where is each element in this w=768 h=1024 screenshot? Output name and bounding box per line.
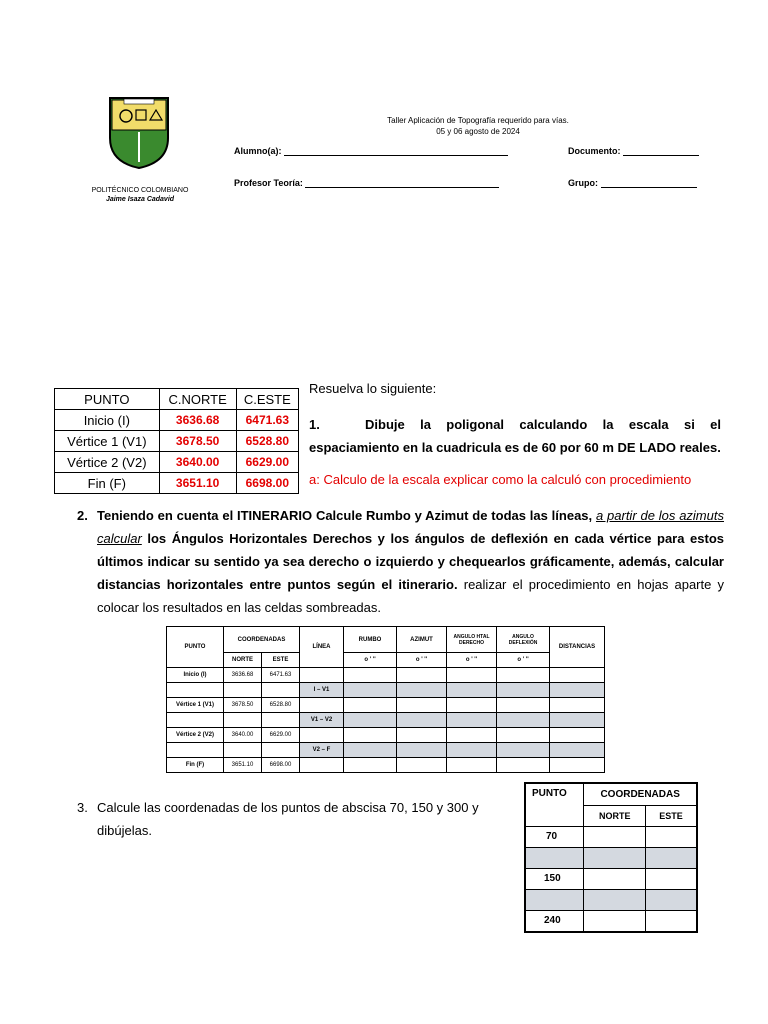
answer-cell[interactable] — [646, 910, 697, 932]
itin-header-linea: LÍNEA — [300, 627, 344, 668]
coords-este: 6629.00 — [236, 452, 298, 473]
coords-este: 6471.63 — [236, 410, 298, 431]
answer-cell[interactable] — [550, 683, 605, 698]
itin-punto: Fin (F) — [167, 758, 224, 773]
answer-cell[interactable] — [397, 683, 447, 698]
itin-linea: V1 – V2 — [300, 713, 344, 728]
coords-punto: Vértice 1 (V1) — [55, 431, 160, 452]
empty-cell — [646, 889, 697, 910]
documento-field[interactable] — [568, 146, 699, 156]
question-1-text: Dibuje la poligonal calculando la escala si el espaciamiento en la cuadricula es de 60 por 60 m DE LADO reales. — [309, 417, 721, 455]
empty-cell — [224, 743, 262, 758]
empty-cell — [447, 668, 497, 683]
coords-header-punto: PUNTO — [55, 389, 160, 410]
answer-cell[interactable] — [344, 743, 397, 758]
empty-cell — [497, 698, 550, 713]
empty-cell — [344, 728, 397, 743]
table-row — [55, 452, 299, 473]
table-row — [525, 847, 697, 868]
grupo-label: Grupo: — [568, 178, 598, 188]
itin-norte: 3651.10 — [224, 758, 262, 773]
empty-cell — [550, 728, 605, 743]
answer-cell[interactable] — [344, 713, 397, 728]
empty-cell — [397, 698, 447, 713]
documento-line[interactable] — [623, 146, 699, 156]
question-1 — [309, 413, 721, 459]
itin-punto: Vértice 1 (V1) — [167, 698, 224, 713]
coords-punto: Fin (F) — [55, 473, 160, 494]
answer-cell[interactable] — [646, 868, 697, 889]
empty-cell — [646, 847, 697, 868]
table-row — [167, 743, 605, 758]
empty-cell — [300, 728, 344, 743]
documento-label: Documento: — [568, 146, 621, 156]
answer-cell[interactable] — [447, 713, 497, 728]
coords-este: 6698.00 — [236, 473, 298, 494]
empty-cell — [344, 698, 397, 713]
question-2-italic: a partir de los azimuts calcular — [97, 508, 724, 546]
empty-cell — [525, 889, 584, 910]
itin-header-coordenadas: COORDENADAS — [224, 627, 300, 653]
alumno-field[interactable] — [234, 146, 508, 156]
table-row — [167, 713, 605, 728]
answer-cell[interactable] — [646, 826, 697, 847]
empty-cell — [584, 889, 646, 910]
answer-cell[interactable] — [550, 743, 605, 758]
school-subname: Jaime Isaza Cadavid — [105, 196, 175, 203]
school-name-block — [70, 186, 210, 204]
empty-cell — [262, 683, 300, 698]
question-1-number: 1. — [309, 417, 320, 432]
empty-cell — [447, 728, 497, 743]
coords-table — [54, 388, 299, 494]
empty-cell — [300, 758, 344, 773]
answer-cell[interactable] — [584, 868, 646, 889]
school-name: POLITÉCNICO COLOMBIANO — [91, 187, 189, 194]
profesor-field[interactable] — [234, 178, 499, 188]
abscisa-table — [524, 782, 698, 933]
answer-cell[interactable] — [497, 743, 550, 758]
itin-norte: 3640.00 — [224, 728, 262, 743]
abscisa-header-este: ESTE — [646, 805, 697, 826]
empty-cell — [397, 728, 447, 743]
table-row — [55, 431, 299, 452]
itin-punto: Vértice 2 (V2) — [167, 728, 224, 743]
empty-cell — [167, 683, 224, 698]
empty-cell — [550, 668, 605, 683]
table-row — [525, 826, 697, 847]
table-row — [525, 910, 697, 932]
title-line-1: Taller Aplicación de Topografía requerido para vías. — [387, 116, 569, 125]
question-2-normal: realizar el procedimiento en hojas aparte y colocar los resultados en las celdas sombreadas. — [97, 577, 724, 615]
question-2-number: 2. — [77, 508, 88, 523]
coords-header-este: C.ESTE — [236, 389, 298, 410]
table-row — [525, 889, 697, 910]
alumno-line[interactable] — [284, 146, 508, 156]
answer-cell[interactable] — [584, 826, 646, 847]
empty-cell — [397, 758, 447, 773]
empty-cell — [397, 668, 447, 683]
coords-punto: Inicio (I) — [55, 410, 160, 431]
question-3-text: Calcule las coordenadas de los puntos de abscisa 70, 150 y 300 y dibújelas. — [97, 800, 479, 838]
abscisa-header-punto: PUNTO — [525, 783, 584, 826]
question-2-bold-1: Teniendo en cuenta el ITINERARIO Calcule Rumbo y Azimut de todas las líneas, — [97, 508, 593, 523]
empty-cell — [167, 713, 224, 728]
itin-linea: V2 – F — [300, 743, 344, 758]
table-row — [167, 698, 605, 713]
grupo-field[interactable] — [568, 178, 697, 188]
answer-cell[interactable] — [497, 683, 550, 698]
question-2 — [77, 504, 724, 619]
empty-cell — [300, 668, 344, 683]
table-row — [525, 868, 697, 889]
coords-norte: 3640.00 — [159, 452, 236, 473]
itin-este: 6698.00 — [262, 758, 300, 773]
itin-header-deflexion — [497, 627, 550, 653]
grupo-line[interactable] — [601, 178, 697, 188]
profesor-label: Profesor Teoría: — [234, 178, 303, 188]
coords-header-norte: C.NORTE — [159, 389, 236, 410]
itin-header-azimut: AZIMUT — [397, 627, 447, 653]
question-1a: a: Calculo de la escala explicar como la calculó con procedimiento — [309, 472, 692, 487]
table-row — [167, 668, 605, 683]
abscisa-header-coordenadas: COORDENADAS — [584, 783, 697, 805]
abscisa-header-norte: NORTE — [584, 805, 646, 826]
answer-cell[interactable] — [584, 910, 646, 932]
itin-header-distancias: DISTANCIAS — [550, 627, 605, 668]
empty-cell — [550, 758, 605, 773]
answer-cell[interactable] — [447, 743, 497, 758]
itin-units-azimut: o ' '' — [397, 653, 447, 668]
itin-linea: I – V1 — [300, 683, 344, 698]
coords-punto: Vértice 2 (V2) — [55, 452, 160, 473]
itin-header-deflexion-1: ANGULO — [512, 633, 534, 640]
coords-norte: 3636.68 — [159, 410, 236, 431]
itin-norte: 3636.68 — [224, 668, 262, 683]
empty-cell — [497, 758, 550, 773]
empty-cell — [224, 713, 262, 728]
document-title — [300, 115, 656, 137]
itin-este: 6471.63 — [262, 668, 300, 683]
coords-este: 6528.80 — [236, 431, 298, 452]
table-row — [55, 473, 299, 494]
question-2-bold-2: los Ángulos Horizontales Derechos y los ángulos de deflexión en cada vértice para estos últimos indicar su sentido ya sea derecho o izquierdo y chequearlos gráficamente, además, calcular distancias horizontales entre puntos según el itinerario. — [97, 531, 724, 592]
profesor-line[interactable] — [305, 178, 499, 188]
itin-norte: 3678.50 — [224, 698, 262, 713]
answer-cell[interactable] — [550, 713, 605, 728]
itin-header-angulo-htal-2: DERECHO — [459, 639, 485, 646]
itin-punto: Inicio (I) — [167, 668, 224, 683]
answer-cell[interactable] — [397, 743, 447, 758]
abscisa-punto: 70 — [525, 826, 584, 847]
empty-cell — [224, 683, 262, 698]
answer-cell[interactable] — [344, 683, 397, 698]
empty-cell — [300, 698, 344, 713]
itin-units-deflexion: o ' '' — [497, 653, 550, 668]
table-row — [167, 683, 605, 698]
abscisa-punto: 240 — [525, 910, 584, 932]
answer-cell[interactable] — [497, 713, 550, 728]
coords-norte: 3651.10 — [159, 473, 236, 494]
empty-cell — [447, 758, 497, 773]
itin-header-punto: PUNTO — [167, 627, 224, 668]
table-row — [167, 728, 605, 743]
title-line-2: 05 y 06 agosto de 2024 — [436, 127, 520, 136]
empty-cell — [497, 668, 550, 683]
empty-cell — [344, 758, 397, 773]
empty-cell — [262, 713, 300, 728]
itin-header-angulo-htal — [447, 627, 497, 653]
itin-header-deflexion-2: DEFLEXIÓN — [508, 639, 538, 646]
question-3-number: 3. — [77, 800, 88, 815]
empty-cell — [447, 698, 497, 713]
itin-header-norte: NORTE — [224, 653, 262, 668]
itin-este: 6528.80 — [262, 698, 300, 713]
itin-header-angulo-htal-1: ANGULO HTAL — [453, 633, 490, 640]
answer-cell[interactable] — [447, 683, 497, 698]
empty-cell — [525, 847, 584, 868]
empty-cell — [344, 668, 397, 683]
table-row — [167, 758, 605, 773]
itinerary-table — [166, 626, 605, 773]
abscisa-punto: 150 — [525, 868, 584, 889]
itin-units-rumbo: o ' '' — [344, 653, 397, 668]
itin-units-angulo-htal: o ' '' — [447, 653, 497, 668]
table-row — [55, 410, 299, 431]
school-logo — [108, 96, 170, 170]
itin-header-este: ESTE — [262, 653, 300, 668]
intro-text: Resuelva lo siguiente: — [309, 381, 437, 396]
itin-este: 6629.00 — [262, 728, 300, 743]
itin-header-rumbo: RUMBO — [344, 627, 397, 653]
empty-cell — [584, 847, 646, 868]
empty-cell — [262, 743, 300, 758]
question-3 — [77, 796, 515, 842]
alumno-label: Alumno(a): — [234, 146, 282, 156]
empty-cell — [497, 728, 550, 743]
empty-cell — [167, 743, 224, 758]
coords-norte: 3678.50 — [159, 431, 236, 452]
empty-cell — [550, 698, 605, 713]
answer-cell[interactable] — [397, 713, 447, 728]
